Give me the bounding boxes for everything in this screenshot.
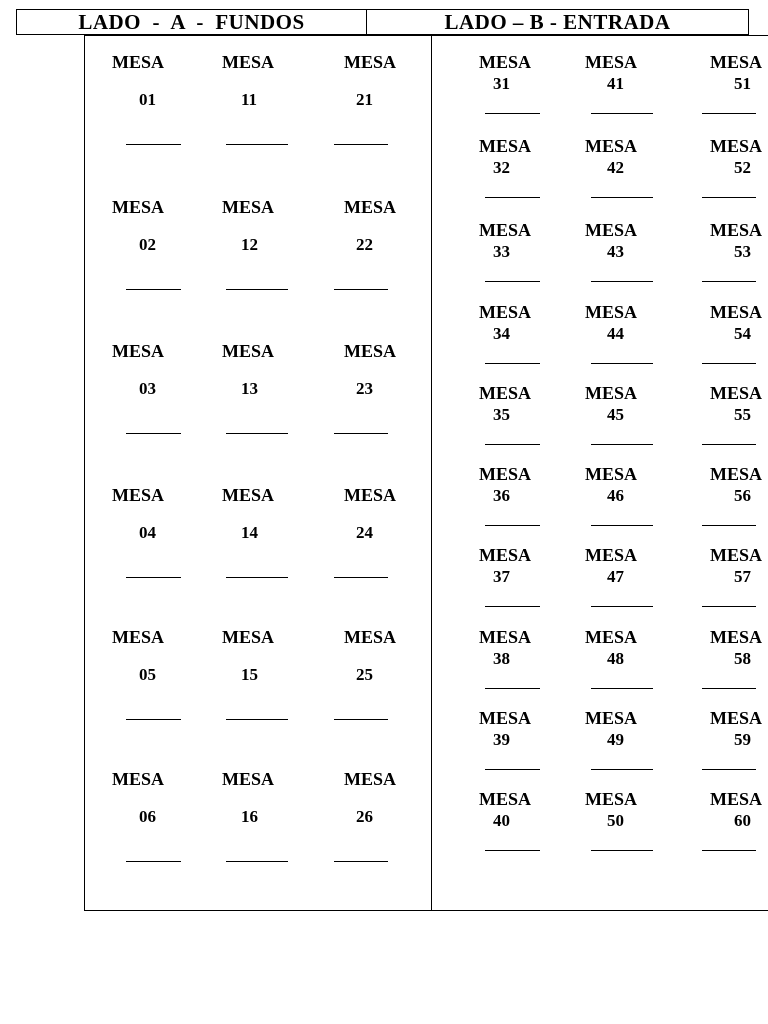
table-label: MESA (710, 708, 763, 728)
table-label: MESA (222, 341, 275, 361)
signature-line (226, 719, 288, 720)
table-number: 45 (607, 405, 624, 424)
signature-line (485, 525, 540, 526)
table-number: 48 (607, 649, 624, 668)
side-a-header: LADO - A - FUNDOS (16, 9, 367, 35)
signature-line (226, 289, 288, 290)
table-number: 49 (607, 730, 624, 749)
table-number: 25 (356, 665, 373, 684)
table-label: MESA (112, 341, 165, 361)
table-label: MESA (585, 136, 638, 156)
table-number: 33 (493, 242, 510, 261)
table-label: MESA (479, 627, 532, 647)
table-number: 51 (734, 74, 751, 93)
table-label: MESA (710, 789, 763, 809)
table-number: 53 (734, 242, 751, 261)
table-number: 38 (493, 649, 510, 668)
table-label: MESA (112, 52, 165, 72)
table-number: 05 (139, 665, 156, 684)
table-number: 43 (607, 242, 624, 261)
table-label: MESA (585, 789, 638, 809)
table-label: MESA (710, 627, 763, 647)
table-label: MESA (344, 627, 397, 647)
table-number: 31 (493, 74, 510, 93)
table-number: 01 (139, 90, 156, 109)
signature-line (702, 444, 756, 445)
table-label: MESA (344, 341, 397, 361)
table-number: 54 (734, 324, 751, 343)
table-label: MESA (112, 485, 165, 505)
signature-line (702, 363, 756, 364)
table-label: MESA (479, 789, 532, 809)
table-number: 36 (493, 486, 510, 505)
signature-line (702, 525, 756, 526)
signature-line (334, 861, 388, 862)
signature-line (591, 688, 653, 689)
table-number: 46 (607, 486, 624, 505)
table-label: MESA (479, 136, 532, 156)
signature-line (485, 444, 540, 445)
signature-line (591, 363, 653, 364)
table-number: 57 (734, 567, 751, 586)
signature-line (591, 525, 653, 526)
signature-line (126, 861, 181, 862)
signature-line (485, 113, 540, 114)
table-number: 32 (493, 158, 510, 177)
table-number: 34 (493, 324, 510, 343)
signature-line (591, 113, 653, 114)
table-number: 22 (356, 235, 373, 254)
table-number: 56 (734, 486, 751, 505)
signature-line (226, 433, 288, 434)
table-number: 23 (356, 379, 373, 398)
table-number: 58 (734, 649, 751, 668)
table-number: 03 (139, 379, 156, 398)
table-label: MESA (479, 52, 532, 72)
table-label: MESA (710, 383, 763, 403)
table-label: MESA (479, 383, 532, 403)
table-label: MESA (710, 464, 763, 484)
table-label: MESA (112, 197, 165, 217)
signature-line (334, 433, 388, 434)
table-label: MESA (112, 769, 165, 789)
signature-line (126, 433, 181, 434)
table-number: 50 (607, 811, 624, 830)
table-number: 12 (241, 235, 258, 254)
signature-line (702, 769, 756, 770)
signature-line (126, 289, 181, 290)
side-b-header: LADO – B - ENTRADA (366, 9, 749, 35)
signature-line (591, 850, 653, 851)
table-label: MESA (344, 769, 397, 789)
table-label: MESA (222, 769, 275, 789)
signature-line (334, 144, 388, 145)
signature-line (702, 113, 756, 114)
table-number: 15 (241, 665, 258, 684)
table-label: MESA (222, 485, 275, 505)
table-number: 40 (493, 811, 510, 830)
table-label: MESA (344, 52, 397, 72)
table-label: MESA (710, 136, 763, 156)
table-label: MESA (585, 464, 638, 484)
table-label: MESA (710, 545, 763, 565)
table-number: 41 (607, 74, 624, 93)
table-label: MESA (344, 197, 397, 217)
signature-line (126, 577, 181, 578)
table-number: 47 (607, 567, 624, 586)
table-label: MESA (585, 708, 638, 728)
table-label: MESA (479, 464, 532, 484)
table-number: 59 (734, 730, 751, 749)
table-number: 24 (356, 523, 373, 542)
table-number: 60 (734, 811, 751, 830)
table-label: MESA (710, 52, 763, 72)
table-label: MESA (344, 485, 397, 505)
table-number: 26 (356, 807, 373, 826)
table-number: 37 (493, 567, 510, 586)
signature-line (702, 850, 756, 851)
signature-line (226, 861, 288, 862)
table-label: MESA (585, 220, 638, 240)
table-label: MESA (710, 220, 763, 240)
table-number: 06 (139, 807, 156, 826)
table-number: 39 (493, 730, 510, 749)
table-label: MESA (585, 302, 638, 322)
signature-line (126, 144, 181, 145)
signature-line (226, 577, 288, 578)
table-label: MESA (585, 383, 638, 403)
table-label: MESA (222, 627, 275, 647)
table-number: 44 (607, 324, 624, 343)
signature-line (591, 281, 653, 282)
table-label: MESA (222, 197, 275, 217)
table-number: 55 (734, 405, 751, 424)
signature-line (226, 144, 288, 145)
signature-line (334, 577, 388, 578)
table-label: MESA (222, 52, 275, 72)
table-label: MESA (585, 545, 638, 565)
signature-line (485, 688, 540, 689)
table-number: 02 (139, 235, 156, 254)
signature-line (126, 719, 181, 720)
signature-line (485, 197, 540, 198)
table-number: 04 (139, 523, 156, 542)
table-number: 52 (734, 158, 751, 177)
table-label: MESA (479, 545, 532, 565)
table-number: 21 (356, 90, 373, 109)
signature-line (334, 719, 388, 720)
signature-line (702, 281, 756, 282)
signature-line (702, 688, 756, 689)
table-number: 35 (493, 405, 510, 424)
signature-line (334, 289, 388, 290)
table-label: MESA (585, 627, 638, 647)
table-label: MESA (112, 627, 165, 647)
signature-line (591, 197, 653, 198)
table-label: MESA (585, 52, 638, 72)
signature-line (485, 281, 540, 282)
signature-line (485, 606, 540, 607)
table-number: 11 (241, 90, 258, 109)
table-number: 14 (241, 523, 258, 542)
signature-line (591, 444, 653, 445)
table-label: MESA (710, 302, 763, 322)
table-label: MESA (479, 220, 532, 240)
table-number: 42 (607, 158, 624, 177)
signature-line (702, 606, 756, 607)
table-number: 13 (241, 379, 258, 398)
signature-line (702, 197, 756, 198)
signature-line (485, 850, 540, 851)
signature-line (591, 606, 653, 607)
signature-line (485, 363, 540, 364)
signature-line (591, 769, 653, 770)
table-label: MESA (479, 302, 532, 322)
table-label: MESA (479, 708, 532, 728)
signature-line (485, 769, 540, 770)
table-number: 16 (241, 807, 258, 826)
